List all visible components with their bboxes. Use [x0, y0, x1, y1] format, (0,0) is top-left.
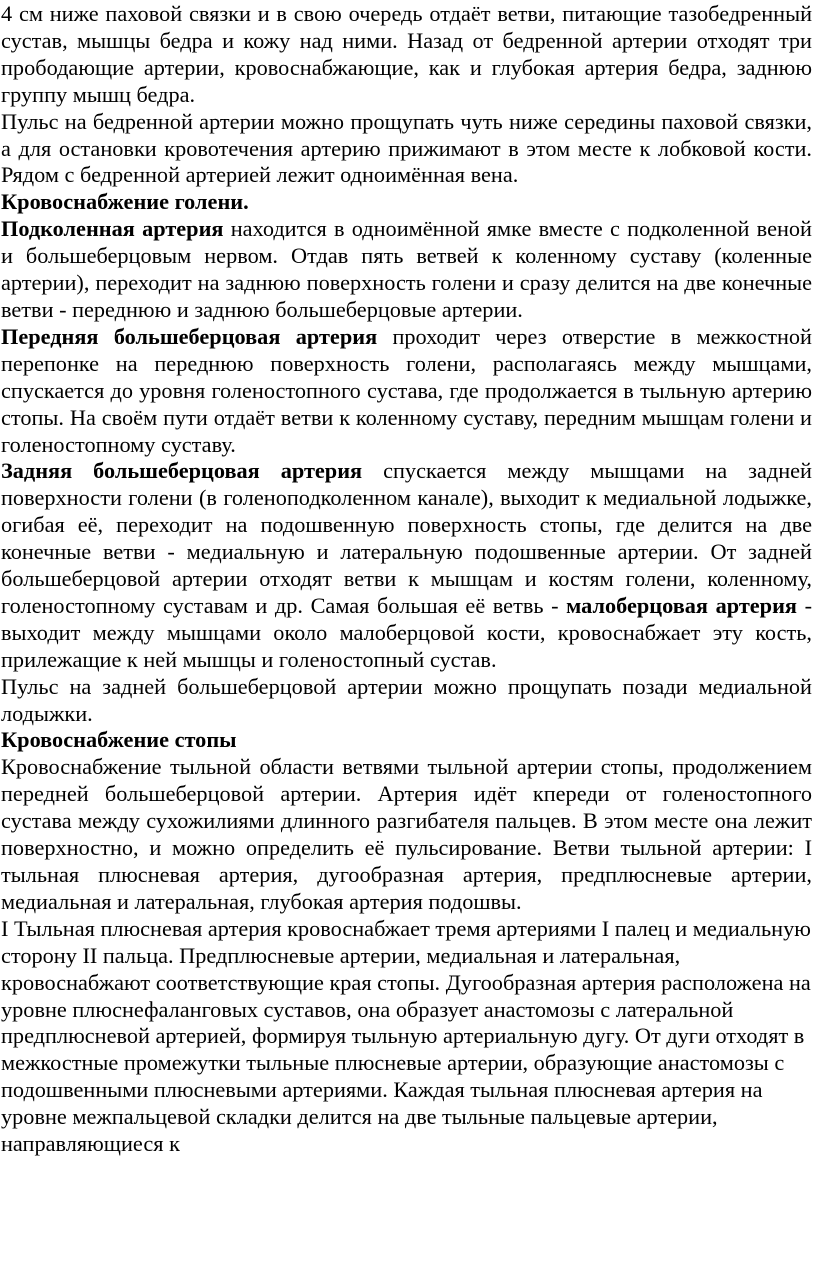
term-popliteal-artery: Подколенная артерия: [1, 216, 224, 242]
paragraph-text: спускается между мышцами на задней поверхности голени (в голеноподколенном канале), выходит к медиальной лодыжке, огибая её, переходит на подошвенную поверхность стопы, где делится на две конечные ветви - медиальную и латеральную подошвенные артерии. От задней большеберцовой артерии отходят ветви к мышцам и костям голени, коленному, голеностопному суставам и др. Самая большая её ветвь -: [1, 458, 812, 618]
term-posterior-tibial-artery: Задняя большеберцовая артерия: [1, 458, 363, 484]
paragraph-femoral-pulse: Пульс на бедренной артерии можно прощупать чуть ниже середины паховой связки, а для остановки кровотечения артерию прижимают в этом месте к лобковой кости. Рядом с бедренной артерией лежит одноимённая вена.: [1, 108, 812, 188]
heading-shin-blood-supply: Кровоснабжение голени.: [1, 189, 249, 215]
paragraph-text: - выходит между мышцами около малоберцовой кости, кровоснабжает эту кость, прилежащие к ней мышцы и голеностопный сустав.: [1, 592, 813, 672]
paragraph-popliteal-artery: [1, 216, 812, 324]
paragraph-femoral-branches: 4 см ниже паховой связки и в свою очередь отдаёт ветви, питающие тазобедренный сустав, мышцы бедра и кожу над ними. Назад от бедренной артерии отходят три прободающие артерии, кровоснабжающие, как и глубокая артерия бедра, заднюю группу мышц бедра.: [1, 1, 812, 107]
paragraph-anterior-tibial-artery: [1, 324, 812, 459]
paragraph-dorsal-foot-artery: Кровоснабжение тыльной области ветвями тыльной артерии стопы, продолжением передней большеберцовой артерии. Артерия идёт кпереди от голеностопного сустава между сухожилиями длинного разгибателя пальцев. В этом месте она лежит поверхностно, и можно определить её пульсирование. Ветви тыльной артерии: I тыльная плюсневая артерия, дугообразная артерия, предплюсневые артерии, медиальная и латеральная, глубокая артерия подошвы.: [1, 754, 812, 914]
paragraph-dorsal-metatarsal-arteries: I Тыльная плюсневая артерия кровоснабжает тремя артериями I палец и медиальную сторону II пальца. Предплюсневые артерии, медиальная и латеральная, кровоснабжают соответствующие края стопы. Дугообразная артерия расположена на уровне плюснефаланговых суставов, она образует анастомозы с латеральной предплюсневой артерией, формируя тыльную артериальную дугу. От дуги отходят в межкостные промежутки тыльные плюсневые артерии, образующие анастомозы с подошвенными плюсневыми артериями. Каждая тыльная плюсневая артерия на уровне межпальцевой складки делится на две тыльные пальцевые артерии, направляющиеся к: [1, 915, 811, 1157]
paragraph-text: находится в одноимённой ямке вместе с подколенной веной и большеберцовым нервом. Отдав пять ветвей к коленному суставу (коленные артерии), переходит на заднюю поверхность голени и сразу делится на две конечные ветви - переднюю и заднюю большеберцовые артерии.: [1, 216, 812, 322]
heading-foot-blood-supply: Кровоснабжение стопы: [1, 727, 237, 753]
term-anterior-tibial-artery: Передняя большеберцовая артерия: [1, 323, 378, 349]
paragraph-text: проходит через отверстие в межкостной перепонке на переднюю поверхность голени, располагаясь между мышцами, спускается до уровня голеностопного сустава, где продолжается в тыльную артерию стопы. На своём пути отдаёт ветви к коленному суставу, передним мышцам голени и голеностопному суставу.: [1, 323, 812, 457]
paragraph-posterior-tibial-pulse: Пульс на задней большеберцовой артерии можно прощупать позади медиальной лодыжки.: [1, 673, 812, 726]
paragraph-posterior-tibial-artery: [1, 458, 812, 673]
term-fibular-artery: малоберцовая артерия: [566, 592, 797, 618]
